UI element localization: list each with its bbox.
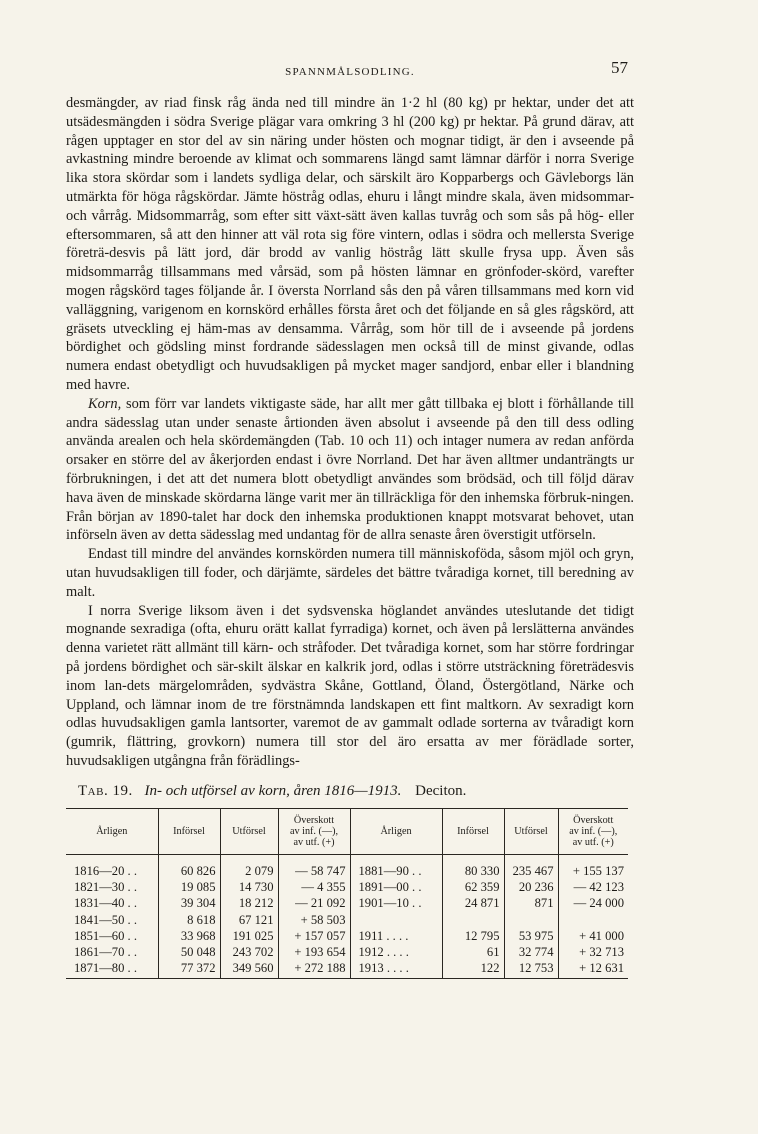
page-number: 57 (611, 58, 628, 77)
table-unit: Deciton. (415, 782, 467, 799)
table-row: 1851—60 . . 33 968 191 025 + 157 057 1911 . . . . 12 795 53 975 + 41 000 (66, 928, 628, 944)
body-text (66, 94, 634, 771)
paragraph-rye (66, 94, 634, 395)
table-row: 1821—30 . . 19 085 14 730 — 4 355 1891—00 . . 62 359 20 236 — 42 123 (66, 879, 628, 895)
column-header-import: Införsel (442, 808, 504, 854)
table-caption (66, 783, 634, 800)
table-row: 1831—40 . . 39 304 18 212 — 21 092 1901—10 . . 24 871 871 — 24 000 (66, 895, 628, 911)
column-header-export: Utförsel (504, 808, 558, 854)
book-page (66, 58, 634, 979)
paragraph-barley (66, 395, 634, 545)
column-header-surplus: Överskott av inf. (—), av utf. (+) (558, 808, 628, 854)
barley-trade-table (66, 808, 628, 979)
column-header-import: Införsel (158, 808, 220, 854)
table-row: 1816—20 . . 60 826 2 079 — 58 747 1881—90 . . 80 330 235 467 + 155 137 (66, 854, 628, 879)
page-header (66, 58, 634, 82)
table-title: In- och utförsel av korn, åren 1816—1913. (144, 782, 402, 799)
column-header-surplus: Överskott av inf. (—), av utf. (+) (278, 808, 350, 854)
column-header-year: Årligen (350, 808, 442, 854)
paragraph-lead-term: Korn, (88, 395, 122, 412)
running-head: SPANNMÅLSODLING. (285, 66, 415, 78)
paragraph-barley-use (66, 545, 634, 601)
paragraph-text: som förr var landets viktigaste säde, har allt mer gått tillbaka ej blott i förhållande till andra sädesslag utan under senaste årtionden även absolut i avseende på den till dess odling använda arealen och hela skördemängden (Tab. 10 och 11) och intager numera av redan anförda orsaker en större del av åkerjorden endast i övre Norrland. Det har även alltmer undanträngts ur förbrukningen, i det att det numera blott obetydligt användes som brödsäd, och till följd därav hava även de minskade skördarna länge varit mer än tillräckliga för den inhemska förbruk-ningen. Från början av 1890-talet har dock den inhemska produktionen knappt motsvarat behovet, utan införseln även av detta sädesslag med undantag för de allra senaste åren överstigit utförseln. (66, 395, 634, 544)
table-row: 1871—80 . . 77 372 349 560 + 272 188 1913 . . . . 122 12 753 + 12 631 (66, 960, 628, 978)
column-header-export: Utförsel (220, 808, 278, 854)
table-header-row (66, 808, 628, 854)
paragraph-text: I norra Sverige liksom även i det sydsvenska höglandet användes uteslutande det tidigt mognande sexradiga (ofta, ehuru orätt kallat fyrradiga) kornet, och även på lerslätterna användes denna varietet rätt allmänt till kärn- och stråfoder. Det tvåradiga kornet, som har större fordringar på jordens bördighet och sär-skilt älskar en kalkrik jord, odlas i större utsträckning företrädesvis inom lan-dets märgelområden, sydvästra Skåne, Gottland, Öland, Östergötland, Närke och Uppland, och lämnar inom de tre förstnämnda landskapen ett fint maltkorn. Av sexradigt korn odlas huvudsakligen gamla lantsorter, varemot de av gammalt odlade sorterna av tvåradigt korn (gumrik, flättring, grovkorn) numera till stor del äro ersatta av mer förädlade sorter, huvudsakligen utgångna från förädlings- (66, 602, 634, 769)
paragraph-barley-varieties (66, 602, 634, 771)
table-row: 1861—70 . . 50 048 243 702 + 193 654 1912 . . . . 61 32 774 + 32 713 (66, 944, 628, 960)
table-number: Tab. 19. (78, 782, 133, 799)
paragraph-text: Endast till mindre del användes kornskörden numera till människoföda, såsom mjöl och gryn, utan huvudsakligen till foder, och därjämte, särdeles det bättre tvåradiga kornet, till beredning av malt. (66, 546, 634, 600)
paragraph-text: desmängder, av riad finsk råg ända ned till mindre än 1·2 hl (80 kg) pr hektar, under det att utsädesmängden i södra Sverige plägar vara omkring 3 hl (200 kg) pr hektar. På grund därav, att rågen upptager en stor del av sin näring under hösten och mognar tidigt, är den i avseende på avkastning mindre beroende av klimat och sommarens längd samt lämnar därför i norra Sverige lika stora skördar som i landets sydliga delar, och särskilt äro Kopparbergs och Gävleborgs län utmärkta för höga rågskördar. Jämte höstråg odlas, ehuru i långt mindre skala, även midsommar- och vårråg. Midsommarråg, som efter sitt växt-sätt även kallas tuvråg och som sås på hög- eller eftersommaren, så att den hinner att väl rota sig före vintern, odlas i södra och mellersta Sverige företrä-desvis på lätt jord, där brodd av vanlig höstråg lätt skulle frysa upp. Även sås midsommarråg tillsammans med vårsäd, som på hösten lämnar en grönfoder-skörd, varefter mogen rågskörd tages följande år. I översta Norrland sås den på våren tillsammans med korn vid valläggning, varigenom en kornskörd erhålles första året och det följande en så gles rågskörd, att gräsets utveckling ej häm-mas av densamma. Vårråg, som hör till de i avseende på jordens bördighet och gödsling minst fordrande sädesslagen men också till de minst givande, odlas numera endast obetydligt och huvudsakligen på mycket mager sandjord, enbar eller i blandning med havre. (66, 95, 634, 393)
table-row: 1841—50 . . 8 618 67 121 + 58 503 (66, 912, 628, 928)
column-header-year: Årligen (66, 808, 158, 854)
